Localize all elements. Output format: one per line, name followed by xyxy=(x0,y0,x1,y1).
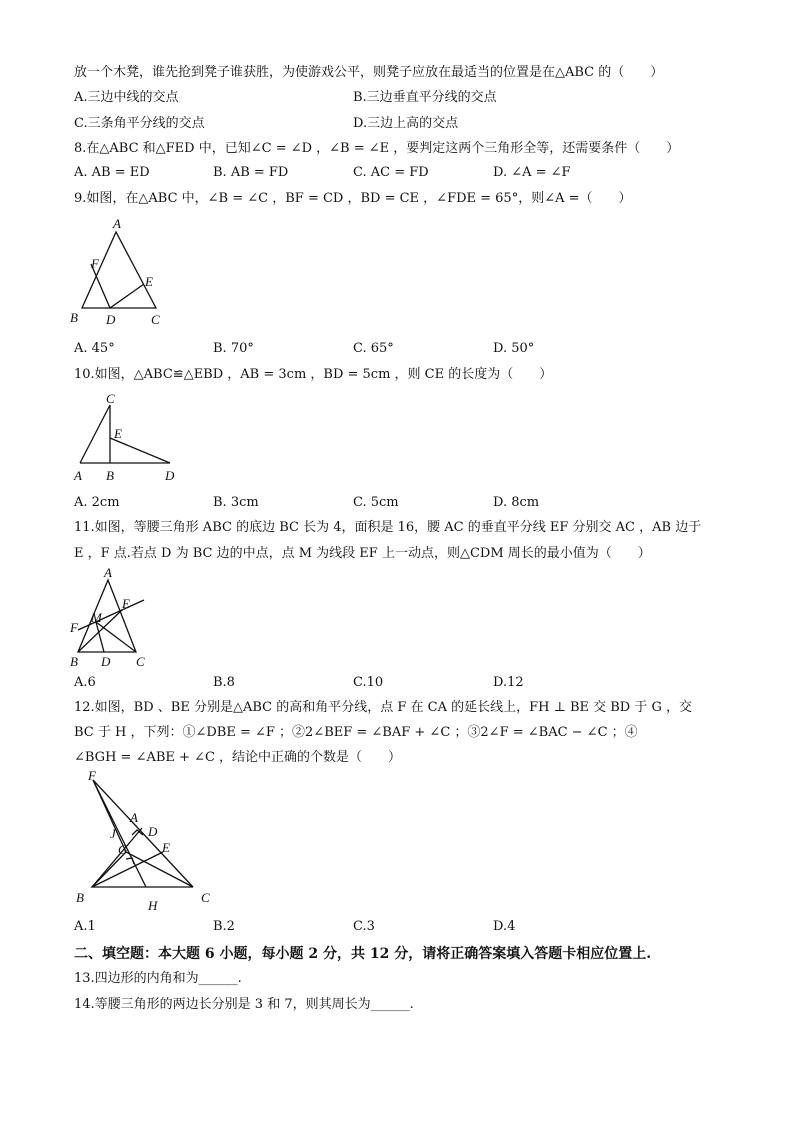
q7-option-b: B.三边垂直平分线的交点 xyxy=(353,90,497,105)
q10-segment-ed xyxy=(110,438,170,463)
q11-figure xyxy=(66,566,156,672)
q11-option-d: D.12 xyxy=(493,675,524,690)
q12-stem-line1: 12.如图，BD 、BE 分别是△ABC 的高和角平分线，点 F 在 CA 的延长线上，FH ⊥ BE 交 BD 于 G ，交 xyxy=(74,700,693,715)
q8-stem: 8.在△ABC 和△FED 中，已知∠C = ∠D ，∠B = ∠E ，要判定这两个三角形全等，还需要条件（ ） xyxy=(74,141,680,156)
q10-option-c: C. 5cm xyxy=(353,495,399,510)
q12-label-e: E xyxy=(162,840,170,855)
q9-label-e: E xyxy=(145,274,153,289)
q11-stem-line2: E ，F 点.若点 D 为 BC 边的中点，点 M 为线段 EF 上一动点，则△CDM 周长的最小值为（ ） xyxy=(74,546,651,561)
q12-option-b: B.2 xyxy=(213,919,235,934)
q11-option-a: A.6 xyxy=(74,675,96,690)
q11-label-d: D xyxy=(101,654,111,669)
q10-option-a: A. 2cm xyxy=(74,495,120,510)
q10-label-e: E xyxy=(114,426,122,441)
q12-label-h: H xyxy=(148,898,158,913)
q11-option-b: B.8 xyxy=(213,675,235,690)
q10-segment-ac xyxy=(80,405,110,463)
q10-stem: 10.如图，△ABC≌△EBD ，AB = 3cm ，BD = 5cm ，则 CE 的长度为（ ） xyxy=(74,367,553,382)
q9-option-a: A. 45° xyxy=(74,341,115,356)
q9-stem: 9.如图，在△ABC 中，∠B = ∠C ，BF = CD ，BD = CE ，∠FDE = 65°，则∠A =（ ） xyxy=(74,191,632,206)
q11-label-e: E xyxy=(122,596,130,611)
q10-label-b: B xyxy=(106,468,114,483)
q11-label-m: M xyxy=(91,610,102,625)
q11-label-a: A xyxy=(104,565,112,580)
q9-label-d: D xyxy=(106,312,116,327)
q8-option-a: A. AB = ED xyxy=(74,165,150,180)
q12-stem-line2: BC 于 H ，下列：①∠DBE = ∠F ；②2∠BEF = ∠BAF + ∠C ；③2∠F = ∠BAC − ∠C ；④ xyxy=(74,725,638,740)
q12-option-c: C.3 xyxy=(353,919,375,934)
q12-label-c: C xyxy=(201,890,210,905)
q9-label-b: B xyxy=(70,310,78,325)
q11-label-c: C xyxy=(136,654,145,669)
q9-option-b: B. 70° xyxy=(213,341,254,356)
q8-option-d: D. ∠A = ∠F xyxy=(493,165,571,180)
q10-label-a: A xyxy=(74,468,82,483)
q12-label-f: F xyxy=(88,768,96,783)
q12-bisector-be xyxy=(92,852,163,887)
q12-right-angle-g xyxy=(126,858,134,864)
q8-option-b: B. AB = FD xyxy=(213,165,289,180)
q14-stem: 14.等腰三角形的两边长分别是 3 和 7，则其周长为______. xyxy=(74,997,414,1012)
q10-figure xyxy=(70,390,190,490)
q11-triangle-abc xyxy=(78,580,136,652)
q12-figure xyxy=(70,768,220,916)
q12-stem-line3: ∠BGH = ∠ABE + ∠C ，结论中正确的个数是（ ） xyxy=(74,750,402,765)
q11-line-ef xyxy=(78,600,144,630)
q11-stem-line1: 11.如图，等腰三角形 ABC 的底边 BC 长为 4，面积是 16，腰 AC 的垂直平分线 EF 分别交 AC ，AB 边于 xyxy=(74,520,702,535)
q12-option-a: A.1 xyxy=(74,919,96,934)
q10-option-b: B. 3cm xyxy=(213,495,259,510)
q7-option-d: D.三边上高的交点 xyxy=(353,116,459,131)
q9-label-c: C xyxy=(151,312,160,327)
q9-option-c: C. 65° xyxy=(353,341,394,356)
q9-figure xyxy=(64,214,174,332)
q11-option-c: C.10 xyxy=(353,675,384,690)
q9-option-d: D. 50° xyxy=(493,341,535,356)
q7-stem: 放一个木凳，谁先抢到凳子谁获胜，为使游戏公平，则凳子应放在最适当的位置是在△ABC 的（ ） xyxy=(74,65,664,80)
q11-label-f: F xyxy=(70,620,78,635)
q12-label-j: J xyxy=(110,826,116,841)
q11-label-b: B xyxy=(70,654,78,669)
q7-option-a: A.三边中线的交点 xyxy=(74,90,179,105)
q10-label-d: D xyxy=(165,468,175,483)
q12-altitude-bd xyxy=(92,828,142,887)
q12-label-a: A xyxy=(130,810,138,825)
section-title-fill-in: 二、填空题：本大题 6 小题，每小题 2 分，共 12 分，请将正确答案填入答题卡相应位置上. xyxy=(74,946,652,962)
q9-label-f: F xyxy=(91,256,99,271)
q9-label-a: A xyxy=(113,216,121,231)
q8-option-c: C. AC = FD xyxy=(353,165,429,180)
q13-stem: 13.四边形的内角和为______. xyxy=(74,971,242,986)
q12-label-b: B xyxy=(76,890,84,905)
q12-option-d: D.4 xyxy=(493,919,516,934)
q10-label-c: C xyxy=(106,391,115,406)
q10-option-d: D. 8cm xyxy=(493,495,540,510)
q12-label-d: D xyxy=(148,824,158,839)
q12-label-g: G xyxy=(118,842,128,857)
q7-option-c: C.三条角平分线的交点 xyxy=(74,116,205,131)
